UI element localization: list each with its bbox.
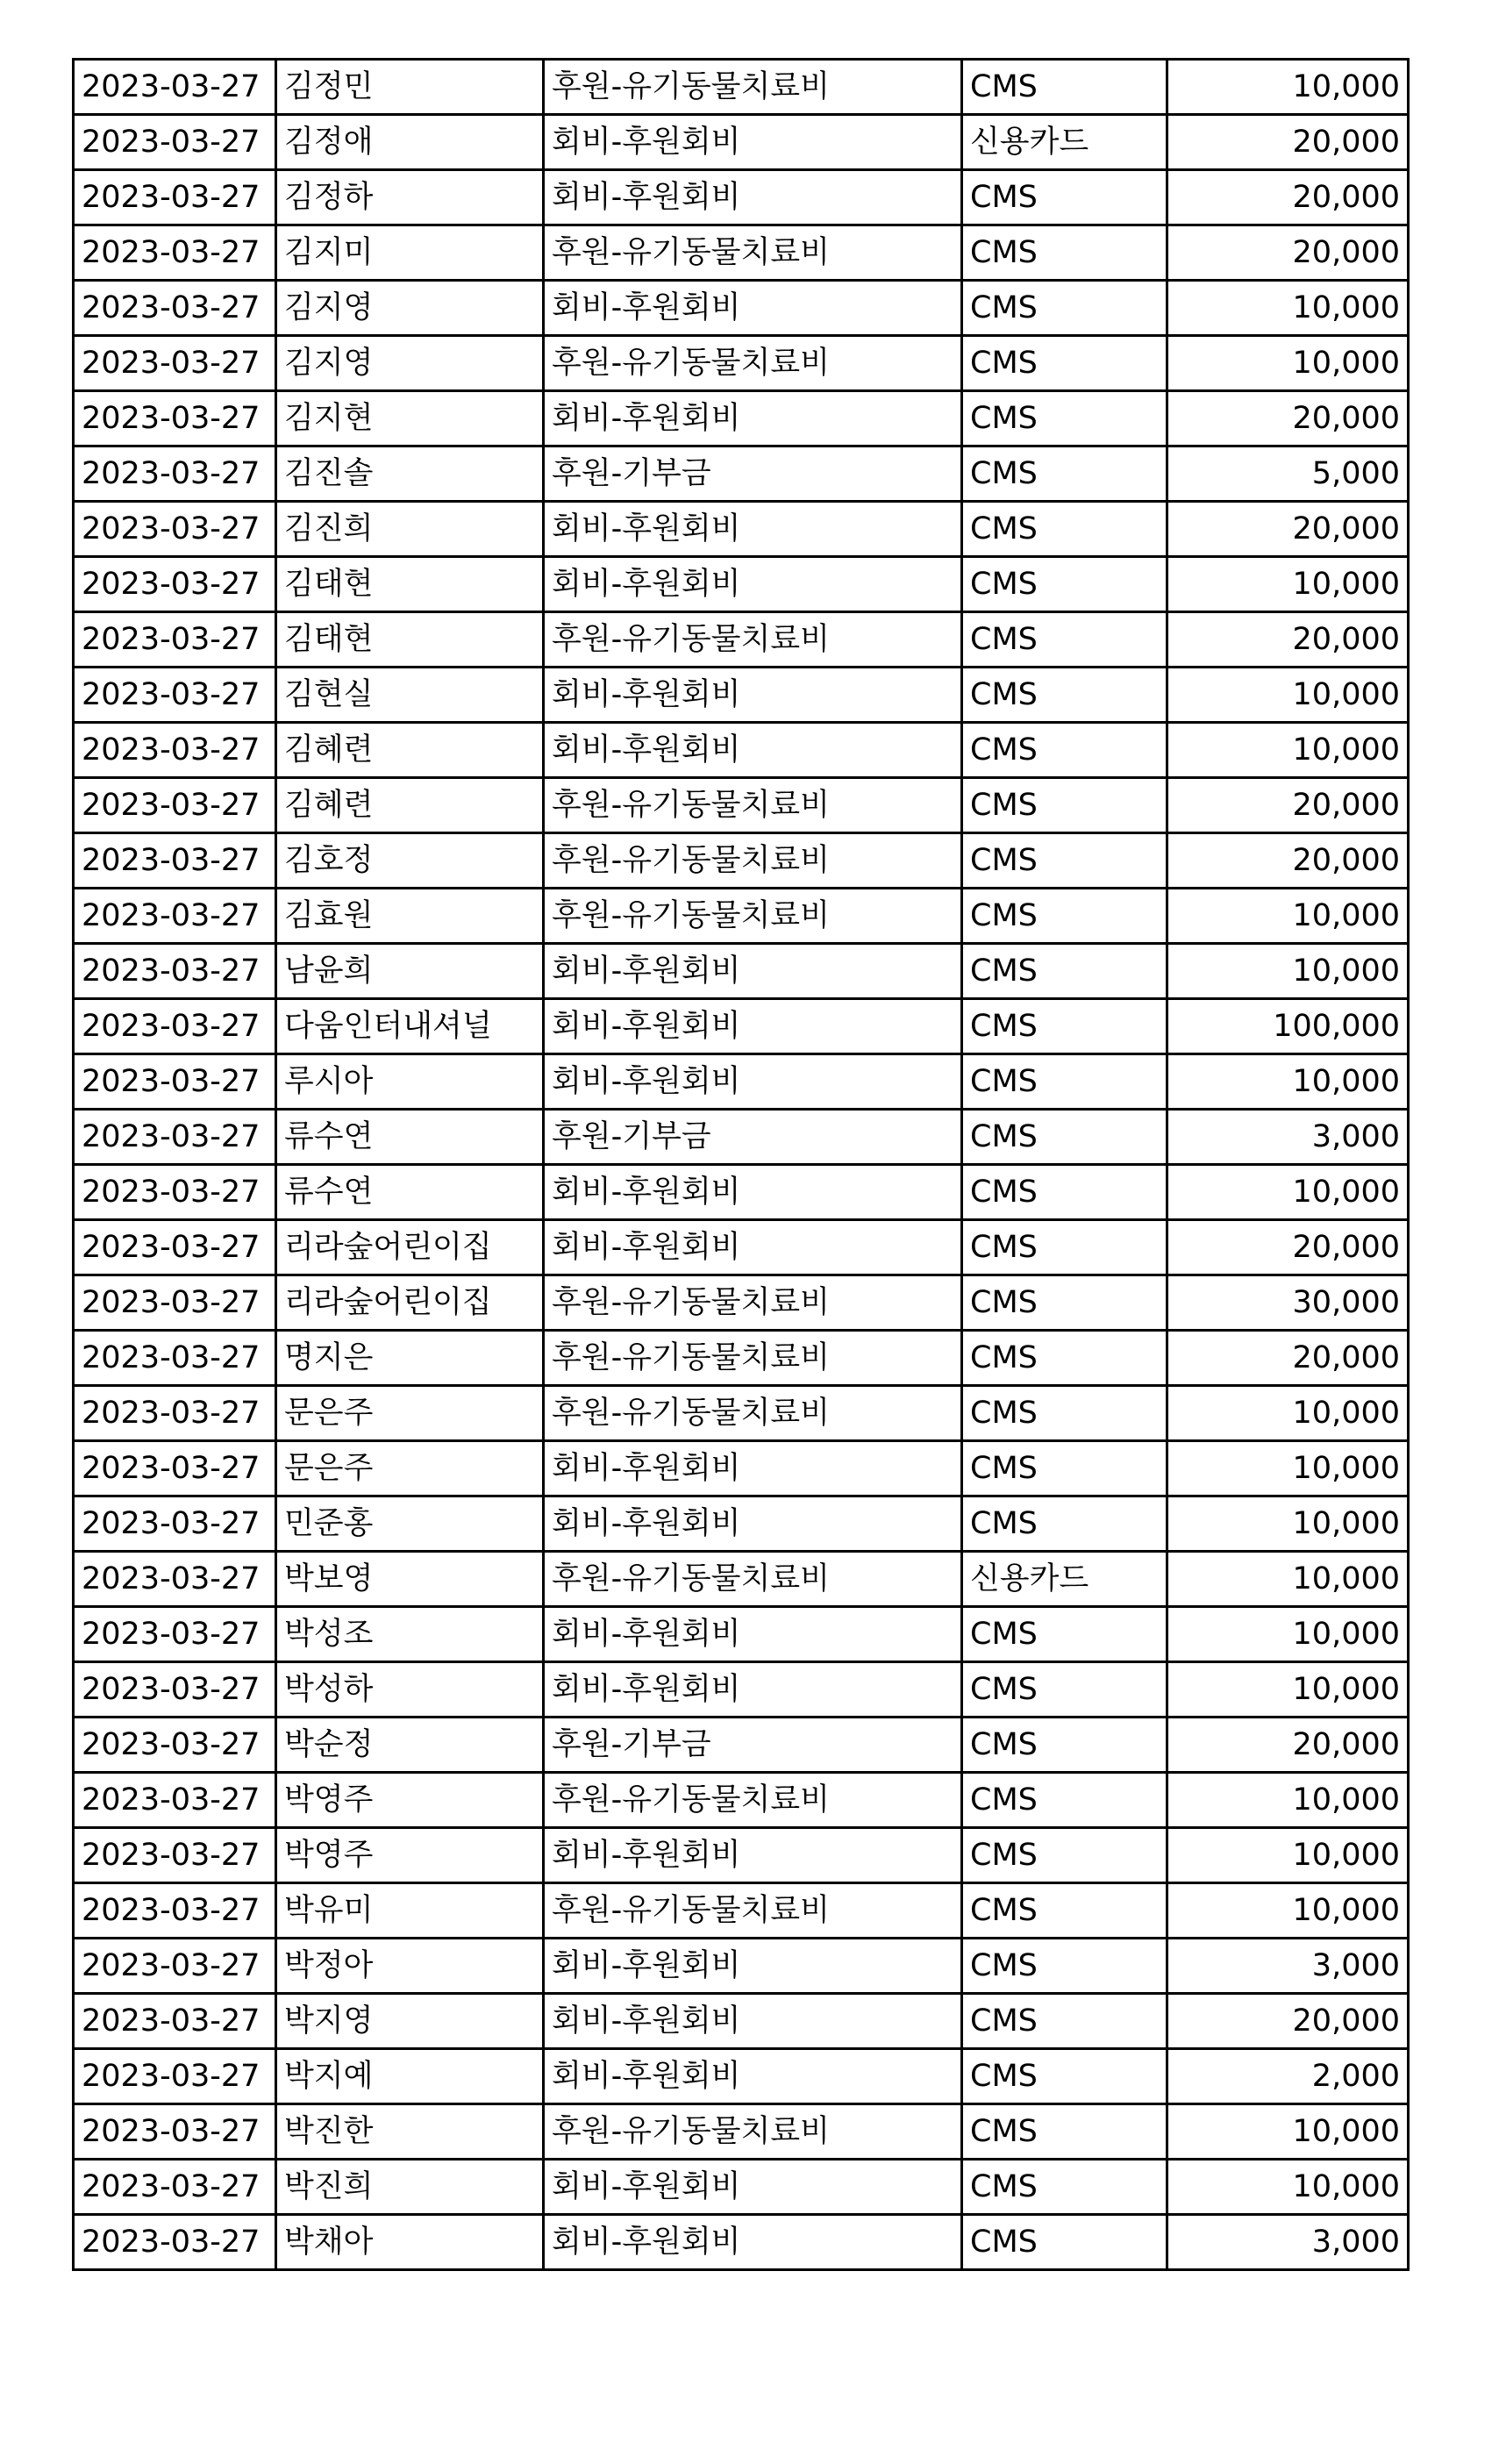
date-cell: 2023-03-27 [74,115,276,170]
amount-cell: 10,000 [1167,2160,1409,2215]
payment-method-cell: CMS [962,1607,1167,1662]
category-cell: 회비-후원회비 [544,557,962,612]
category-cell: 후원-유기동물치료비 [544,1331,962,1386]
donor-name-cell: 박영주 [276,1773,544,1828]
table-row [74,1552,1409,1607]
date-cell: 2023-03-27 [74,1552,276,1607]
date-cell: 2023-03-27 [74,1054,276,1110]
payment-method-cell: CMS [962,1165,1167,1220]
payment-method-cell: CMS [962,2215,1167,2270]
table-row [74,170,1409,225]
donor-name-cell: 김지현 [276,391,544,446]
payment-method-cell: CMS [962,336,1167,391]
date-cell: 2023-03-27 [74,170,276,225]
date-cell: 2023-03-27 [74,281,276,336]
amount-cell: 10,000 [1167,557,1409,612]
category-cell: 후원-유기동물치료비 [544,778,962,833]
date-cell: 2023-03-27 [74,668,276,723]
table-row [74,1496,1409,1552]
amount-cell: 10,000 [1167,1773,1409,1828]
donor-name-cell: 박채아 [276,2215,544,2270]
amount-cell: 10,000 [1167,1496,1409,1552]
date-cell: 2023-03-27 [74,999,276,1054]
payment-method-cell: CMS [962,446,1167,502]
table-row [74,557,1409,612]
amount-cell: 10,000 [1167,2104,1409,2160]
amount-cell: 10,000 [1167,1662,1409,1718]
ledger-body [74,60,1409,2270]
donor-name-cell: 박성조 [276,1607,544,1662]
table-row [74,612,1409,668]
payment-method-cell: CMS [962,1994,1167,2049]
table-row [74,281,1409,336]
category-cell: 회비-후원회비 [544,1607,962,1662]
table-row [74,1386,1409,1441]
table-row [74,1773,1409,1828]
date-cell: 2023-03-27 [74,1441,276,1496]
date-cell: 2023-03-27 [74,502,276,557]
donor-name-cell: 문은주 [276,1386,544,1441]
payment-method-cell: CMS [962,723,1167,778]
table-row [74,1607,1409,1662]
payment-method-cell: 신용카드 [962,115,1167,170]
amount-cell: 20,000 [1167,1718,1409,1773]
table-row [74,1110,1409,1165]
category-cell: 후원-유기동물치료비 [544,1552,962,1607]
date-cell: 2023-03-27 [74,1718,276,1773]
table-row [74,2160,1409,2215]
category-cell: 회비-후원회비 [544,1939,962,1994]
date-cell: 2023-03-27 [74,833,276,889]
category-cell: 회비-후원회비 [544,170,962,225]
amount-cell: 20,000 [1167,1331,1409,1386]
category-cell: 후원-유기동물치료비 [544,336,962,391]
category-cell: 후원-기부금 [544,1110,962,1165]
donor-name-cell: 김효원 [276,889,544,944]
category-cell: 회비-후원회비 [544,391,962,446]
table-row [74,2104,1409,2160]
payment-method-cell: CMS [962,1828,1167,1883]
date-cell: 2023-03-27 [74,1386,276,1441]
amount-cell: 5,000 [1167,446,1409,502]
amount-cell: 3,000 [1167,1939,1409,1994]
amount-cell: 20,000 [1167,833,1409,889]
table-row [74,2215,1409,2270]
table-row [74,1331,1409,1386]
payment-method-cell: CMS [962,999,1167,1054]
amount-cell: 20,000 [1167,1220,1409,1275]
payment-method-cell: CMS [962,833,1167,889]
payment-method-cell: CMS [962,668,1167,723]
category-cell: 회비-후원회비 [544,1220,962,1275]
payment-method-cell: CMS [962,1718,1167,1773]
amount-cell: 20,000 [1167,115,1409,170]
table-row [74,446,1409,502]
date-cell: 2023-03-27 [74,557,276,612]
donor-name-cell: 박영주 [276,1828,544,1883]
amount-cell: 3,000 [1167,2215,1409,2270]
amount-cell: 10,000 [1167,889,1409,944]
payment-method-cell: CMS [962,225,1167,281]
table-row [74,2049,1409,2104]
amount-cell: 20,000 [1167,778,1409,833]
amount-cell: 10,000 [1167,1054,1409,1110]
donor-name-cell: 김혜련 [276,723,544,778]
donor-name-cell: 박보영 [276,1552,544,1607]
donation-ledger-table [72,58,1410,2271]
amount-cell: 100,000 [1167,999,1409,1054]
category-cell: 후원-유기동물치료비 [544,1386,962,1441]
payment-method-cell: CMS [962,612,1167,668]
amount-cell: 10,000 [1167,1828,1409,1883]
category-cell: 회비-후원회비 [544,1441,962,1496]
date-cell: 2023-03-27 [74,1939,276,1994]
payment-method-cell: CMS [962,1441,1167,1496]
table-row [74,1939,1409,1994]
date-cell: 2023-03-27 [74,2215,276,2270]
category-cell: 후원-기부금 [544,446,962,502]
table-row [74,723,1409,778]
amount-cell: 20,000 [1167,612,1409,668]
donor-name-cell: 문은주 [276,1441,544,1496]
category-cell: 회비-후원회비 [544,502,962,557]
amount-cell: 20,000 [1167,391,1409,446]
amount-cell: 3,000 [1167,1110,1409,1165]
date-cell: 2023-03-27 [74,1496,276,1552]
date-cell: 2023-03-27 [74,391,276,446]
donor-name-cell: 남윤희 [276,944,544,999]
payment-method-cell: CMS [962,502,1167,557]
date-cell: 2023-03-27 [74,1828,276,1883]
payment-method-cell: CMS [962,1773,1167,1828]
category-cell: 회비-후원회비 [544,668,962,723]
donor-name-cell: 리라숲어린이집 [276,1275,544,1331]
donor-name-cell: 민준홍 [276,1496,544,1552]
date-cell: 2023-03-27 [74,1773,276,1828]
amount-cell: 20,000 [1167,1994,1409,2049]
amount-cell: 10,000 [1167,668,1409,723]
payment-method-cell: CMS [962,1220,1167,1275]
amount-cell: 30,000 [1167,1275,1409,1331]
donor-name-cell: 김태현 [276,557,544,612]
amount-cell: 10,000 [1167,1883,1409,1939]
category-cell: 회비-후원회비 [544,1165,962,1220]
date-cell: 2023-03-27 [74,723,276,778]
category-cell: 후원-유기동물치료비 [544,833,962,889]
date-cell: 2023-03-27 [74,2160,276,2215]
donor-name-cell: 박지영 [276,1994,544,2049]
donor-name-cell: 김진솔 [276,446,544,502]
table-row [74,1662,1409,1718]
category-cell: 후원-유기동물치료비 [544,612,962,668]
category-cell: 회비-후원회비 [544,1662,962,1718]
category-cell: 회비-후원회비 [544,944,962,999]
donor-name-cell: 박지예 [276,2049,544,2104]
date-cell: 2023-03-27 [74,1275,276,1331]
donor-name-cell: 박유미 [276,1883,544,1939]
category-cell: 후원-유기동물치료비 [544,1883,962,1939]
date-cell: 2023-03-27 [74,1883,276,1939]
category-cell: 회비-후원회비 [544,723,962,778]
donor-name-cell: 김정민 [276,60,544,115]
donor-name-cell: 김지미 [276,225,544,281]
date-cell: 2023-03-27 [74,1994,276,2049]
date-cell: 2023-03-27 [74,1607,276,1662]
payment-method-cell: CMS [962,1275,1167,1331]
payment-method-cell: CMS [962,1054,1167,1110]
date-cell: 2023-03-27 [74,612,276,668]
payment-method-cell: CMS [962,2160,1167,2215]
payment-method-cell: CMS [962,2104,1167,2160]
table-row [74,944,1409,999]
table-row [74,336,1409,391]
donor-name-cell: 다움인터내셔널 [276,999,544,1054]
table-row [74,833,1409,889]
date-cell: 2023-03-27 [74,2049,276,2104]
amount-cell: 10,000 [1167,1607,1409,1662]
donor-name-cell: 박순정 [276,1718,544,1773]
date-cell: 2023-03-27 [74,889,276,944]
donor-name-cell: 리라숲어린이집 [276,1220,544,1275]
category-cell: 후원-유기동물치료비 [544,1773,962,1828]
category-cell: 후원-기부금 [544,1718,962,1773]
table-row [74,502,1409,557]
table-row [74,1828,1409,1883]
date-cell: 2023-03-27 [74,1331,276,1386]
donor-name-cell: 김현실 [276,668,544,723]
table-row [74,1718,1409,1773]
category-cell: 후원-유기동물치료비 [544,889,962,944]
donor-name-cell: 김진희 [276,502,544,557]
table-row [74,115,1409,170]
payment-method-cell: CMS [962,2049,1167,2104]
category-cell: 회비-후원회비 [544,115,962,170]
category-cell: 후원-유기동물치료비 [544,60,962,115]
payment-method-cell: CMS [962,1386,1167,1441]
date-cell: 2023-03-27 [74,225,276,281]
donor-name-cell: 김태현 [276,612,544,668]
category-cell: 회비-후원회비 [544,281,962,336]
date-cell: 2023-03-27 [74,446,276,502]
donor-name-cell: 김지영 [276,281,544,336]
donor-name-cell: 김정하 [276,170,544,225]
donor-name-cell: 김지영 [276,336,544,391]
donor-name-cell: 김호정 [276,833,544,889]
amount-cell: 10,000 [1167,723,1409,778]
payment-method-cell: CMS [962,391,1167,446]
category-cell: 회비-후원회비 [544,2049,962,2104]
table-row [74,668,1409,723]
table-row [74,1054,1409,1110]
payment-method-cell: CMS [962,1939,1167,1994]
payment-method-cell: CMS [962,1496,1167,1552]
donor-name-cell: 루시아 [276,1054,544,1110]
donor-name-cell: 류수연 [276,1165,544,1220]
payment-method-cell: CMS [962,60,1167,115]
date-cell: 2023-03-27 [74,1662,276,1718]
payment-method-cell: CMS [962,1883,1167,1939]
amount-cell: 10,000 [1167,1165,1409,1220]
category-cell: 회비-후원회비 [544,1828,962,1883]
payment-method-cell: CMS [962,1110,1167,1165]
amount-cell: 10,000 [1167,1386,1409,1441]
table-row [74,778,1409,833]
amount-cell: 20,000 [1167,225,1409,281]
amount-cell: 10,000 [1167,944,1409,999]
date-cell: 2023-03-27 [74,336,276,391]
payment-method-cell: CMS [962,557,1167,612]
table-row [74,1275,1409,1331]
date-cell: 2023-03-27 [74,1220,276,1275]
table-row [74,1165,1409,1220]
category-cell: 후원-유기동물치료비 [544,1275,962,1331]
table-row [74,225,1409,281]
table-row [74,1220,1409,1275]
donor-name-cell: 박성하 [276,1662,544,1718]
category-cell: 회비-후원회비 [544,2215,962,2270]
amount-cell: 2,000 [1167,2049,1409,2104]
donor-name-cell: 박정아 [276,1939,544,1994]
date-cell: 2023-03-27 [74,60,276,115]
amount-cell: 10,000 [1167,60,1409,115]
amount-cell: 10,000 [1167,281,1409,336]
donor-name-cell: 김정애 [276,115,544,170]
category-cell: 회비-후원회비 [544,2160,962,2215]
category-cell: 회비-후원회비 [544,999,962,1054]
table-row [74,1994,1409,2049]
donor-name-cell: 박진한 [276,2104,544,2160]
table-row [74,1883,1409,1939]
payment-method-cell: CMS [962,1662,1167,1718]
date-cell: 2023-03-27 [74,1110,276,1165]
category-cell: 회비-후원회비 [544,1054,962,1110]
amount-cell: 10,000 [1167,1441,1409,1496]
amount-cell: 10,000 [1167,1552,1409,1607]
payment-method-cell: CMS [962,778,1167,833]
table-row [74,999,1409,1054]
payment-method-cell: 신용카드 [962,1552,1167,1607]
payment-method-cell: CMS [962,170,1167,225]
payment-method-cell: CMS [962,889,1167,944]
table-row [74,391,1409,446]
amount-cell: 20,000 [1167,170,1409,225]
donor-name-cell: 김혜련 [276,778,544,833]
category-cell: 회비-후원회비 [544,1994,962,2049]
payment-method-cell: CMS [962,281,1167,336]
category-cell: 회비-후원회비 [544,1496,962,1552]
payment-method-cell: CMS [962,944,1167,999]
date-cell: 2023-03-27 [74,778,276,833]
date-cell: 2023-03-27 [74,1165,276,1220]
date-cell: 2023-03-27 [74,944,276,999]
table-row [74,1441,1409,1496]
category-cell: 후원-유기동물치료비 [544,2104,962,2160]
amount-cell: 10,000 [1167,336,1409,391]
category-cell: 후원-유기동물치료비 [544,225,962,281]
donor-name-cell: 명지은 [276,1331,544,1386]
date-cell: 2023-03-27 [74,2104,276,2160]
payment-method-cell: CMS [962,1331,1167,1386]
donor-name-cell: 박진희 [276,2160,544,2215]
amount-cell: 20,000 [1167,502,1409,557]
table-row [74,889,1409,944]
table-row [74,60,1409,115]
donor-name-cell: 류수연 [276,1110,544,1165]
